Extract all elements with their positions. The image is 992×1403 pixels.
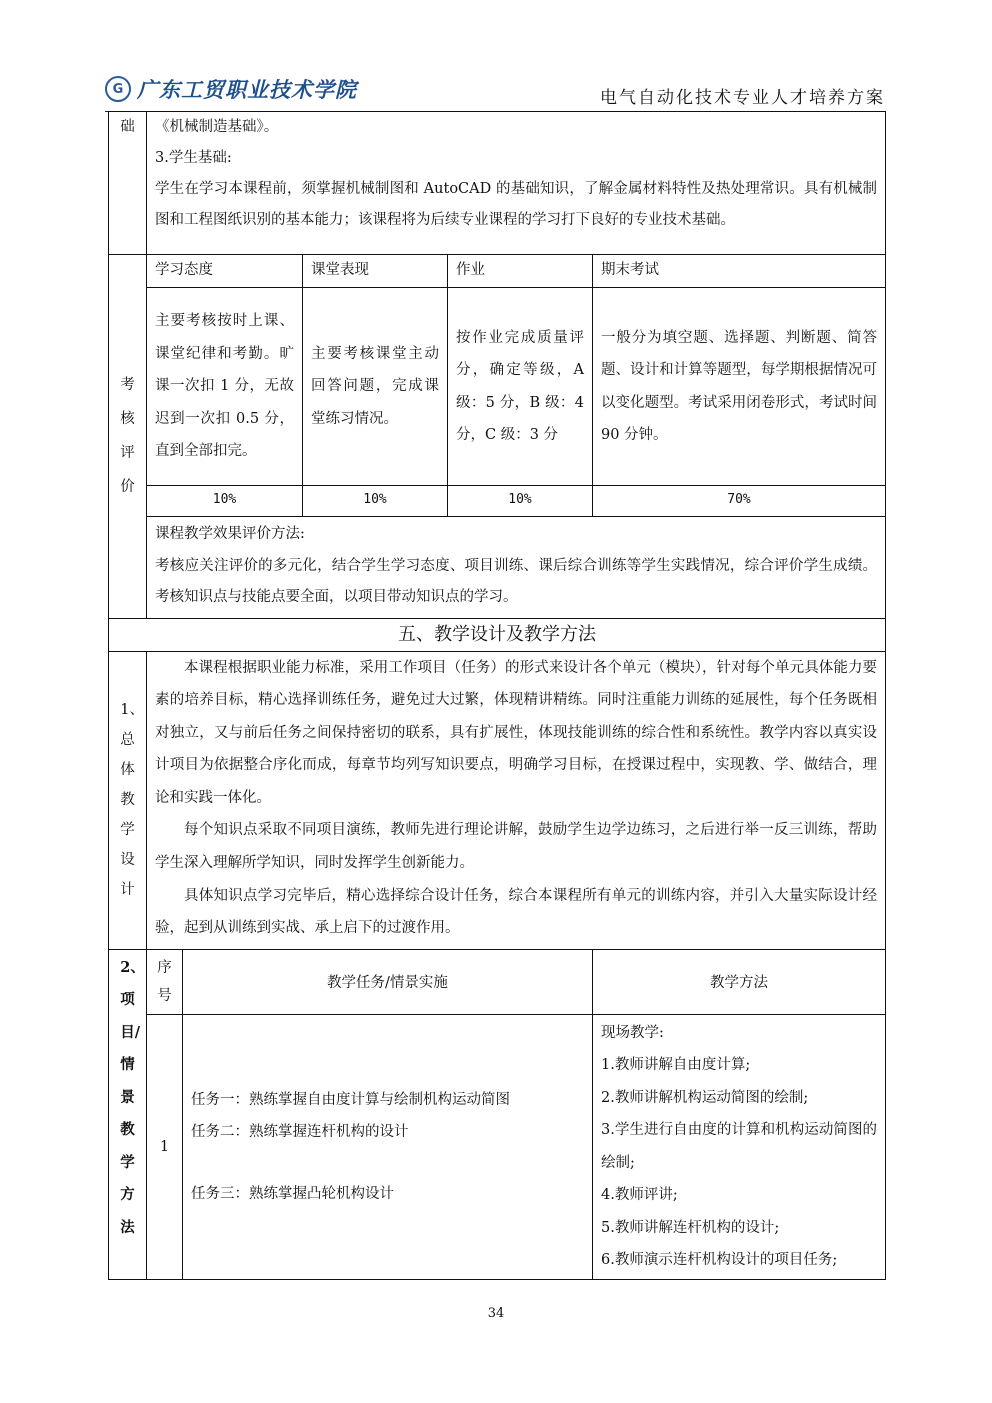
basis-content [147, 112, 886, 255]
project-methods [593, 1014, 886, 1279]
overall-paragraph-1: 本课程根据职业能力标准，采用工作项目（任务）的形式来设计各个单元（模块），针对每个单元具体能力要素的培养目标，精心选择训练任务，避免过大过繁，体现精讲精练。同时注重能力训练的延展性，每个任务既相对独立，又与前后任务之间保持密切的联系，具有扩展性，体现技能训练的综合性和系统性。教学内容以真实设计项目为依据整合序化而成，每章节均列写知识要点，明确学习目标，在授课过程中，实现教、学、做结合，理论和实践一体化。 [155, 659, 878, 806]
school-name: 广东工贸职业技术学院 [137, 77, 357, 102]
weight-attitude: 10% [147, 486, 303, 517]
basis-line-3: 学生在学习本课程前，须掌握机械制图和 AutoCAD 的基础知识，了解金属材料特性及热处理常识。具有机械制图和工程图纸识别的基本能力；该课程将为后续专业课程的学习打下良好的专业技术基础。 [155, 181, 878, 228]
school-logo [105, 74, 357, 104]
basis-label: 础 [109, 112, 147, 255]
basis-line-1: 《机械制造基础》。 [155, 119, 279, 135]
assessment-label: 考核评价 [109, 255, 147, 619]
overall-paragraph-3: 具体知识点学习完毕后，精心选择综合设计任务，综合本课程所有单元的训练内容，并引入大量实际设计经验，起到从训练到实战、承上启下的过渡作用。 [155, 887, 878, 937]
weight-classroom: 10% [303, 486, 448, 517]
project-task-1: 任务一：熟练掌握自由度计算与绘制机构运动简图 [191, 1091, 510, 1108]
evaluation-method [147, 517, 886, 619]
method-item: 1.教师讲解自由度计算; [601, 1057, 751, 1074]
overall-design-label: 1、总体教学设计 [109, 651, 147, 949]
evaluation-method-row [109, 517, 886, 619]
method-item: 6.教师演示连杆机构设计的项目任务; [601, 1252, 838, 1269]
section5-title-row [109, 618, 886, 651]
method-item: 5.教师讲解连杆机构的设计; [601, 1219, 780, 1236]
project-task-3: 任务三：熟练掌握凸轮机构设计 [191, 1185, 394, 1202]
overall-paragraph-2: 每个知识点采取不同项目演练，教师先进行理论讲解，鼓励学生边学边练习，之后进行举一反三训练，帮助学生深入理解所学知识，同时发挥学生创新能力。 [155, 822, 878, 872]
section5-title: 五、教学设计及教学方法 [109, 618, 886, 651]
projects-header-row [109, 949, 886, 1014]
project-row [109, 1014, 886, 1279]
method-item: 现场教学: [601, 1024, 664, 1041]
method-item: 3.学生进行自由度的计算和机构运动简图的绘制; [601, 1122, 878, 1171]
method-item: 2.教师讲解机构运动简图的绘制; [601, 1089, 809, 1106]
curriculum-table [108, 111, 886, 1280]
basis-row [109, 112, 886, 255]
header-final-exam: 期末考试 [593, 255, 886, 288]
weight-homework: 10% [448, 486, 593, 517]
header-attitude: 学习态度 [147, 255, 303, 288]
weight-final-exam: 70% [593, 486, 886, 517]
content-attitude: 主要考核按时上课、课堂纪律和考勤。旷课一次扣 1 分，无故迟到一次扣 0.5 分，直到全部扣完。 [147, 288, 303, 486]
col-method-header: 教学方法 [593, 949, 886, 1014]
header-homework: 作业 [448, 255, 593, 288]
school-emblem-icon: G [105, 76, 131, 102]
page-header [105, 72, 885, 112]
content-homework: 按作业完成质量评分，确定等级，A 级：5 分，B 级：4 分，C 级：3 分 [448, 288, 593, 486]
document-title: 电气自动化技术专业人才培养方案 [600, 88, 885, 108]
project-seq: 1 [147, 1014, 183, 1279]
evaluation-method-text: 考核应关注评价的多元化，结合学生学习态度、项目训练、课后综合训练等学生实践情况，综合评价学生成绩。考核知识点与技能点要全面，以项目带动知识点的学习。 [155, 557, 878, 605]
col-task-header: 教学任务/情景实施 [183, 949, 593, 1014]
assessment-header-row [109, 255, 886, 288]
overall-design-content [147, 651, 886, 949]
content-classroom: 主要考核课堂主动回答问题，完成课堂练习情况。 [303, 288, 448, 486]
page-number: 34 [487, 1306, 505, 1321]
header-classroom: 课堂表现 [303, 255, 448, 288]
content-final-exam: 一般分为填空题、选择题、判断题、简答题、设计和计算等题型，每学期根据情况可以变化题型。考试采用闭卷形式，考试时间 90 分钟。 [593, 288, 886, 486]
basis-line-2: 3.学生基础: [155, 150, 232, 166]
projects-label: 2、项目/情景教学方法 [109, 949, 147, 1279]
overall-design-row [109, 651, 886, 949]
assessment-weight-row [109, 486, 886, 517]
evaluation-method-title: 课程教学效果评价方法: [155, 526, 305, 542]
project-tasks [183, 1014, 593, 1279]
col-seq-header: 序号 [147, 949, 183, 1014]
assessment-content-row [109, 288, 886, 486]
method-item: 4.教师评讲; [601, 1187, 678, 1204]
project-task-2: 任务二：熟练掌握连杆机构的设计 [191, 1123, 409, 1140]
